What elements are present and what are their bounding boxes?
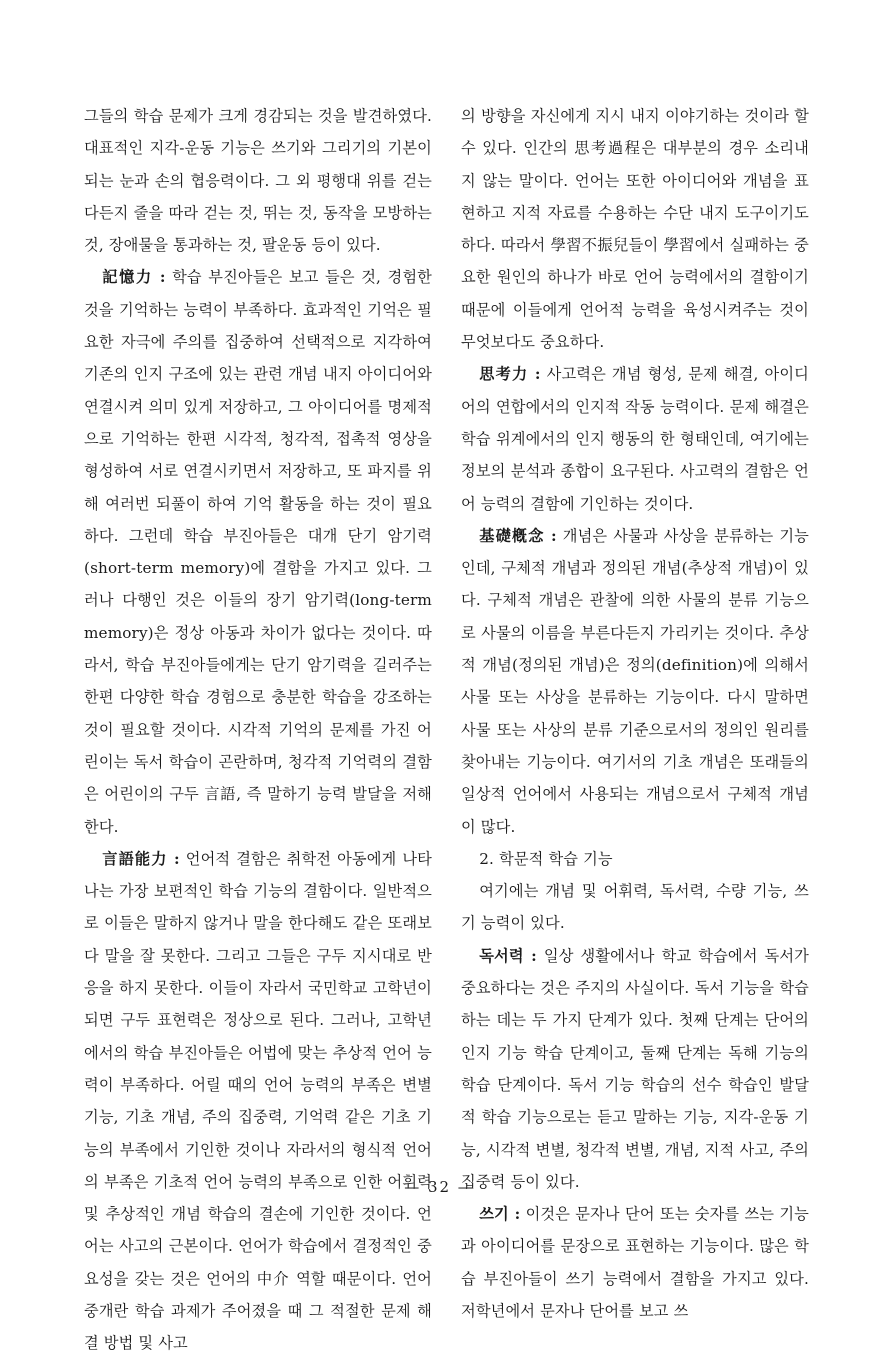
thinking-text: 사고력은 개념 형성, 문제 해결, 아이디어의 연합에서의 인지적 작동 능력이다. 문제 해결은 학습 위계에서의 인지 행동의 한 형태인데, 여기에는 정보의 분석과 종합이 요구된다. 사고력의 결함은 언어 능력의 결함에 기인하는 것이다. <box>461 365 809 513</box>
right-paragraph-intro: 여기에는 개념 및 어휘력, 독서력, 수량 기능, 쓰기 능력이 있다. <box>461 882 809 933</box>
term-memory: 記憶力 : <box>102 268 166 287</box>
memory-text: 학습 부진아들은 보고 들은 것, 경험한 것을 기억하는 능력이 부족하다. 효과적인 기억은 필요한 자극에 주의를 집중하여 선택적으로 지각하여 기존의 인지 구조에 있는 관련 개념 내지 아이디어와 연결시켜 의미 있게 저장하고, 그 아이디어를 명제적으로 기억하는 한편 시각적, 청각적, 접촉적 영상을 형성하여 서로 연결시키면서 저장하고, 또 파지를 위해 여러번 되풀이 하여 기억 활동을 하는 것이 필요하다. 그런데 학습 부진아들은 대개 단기 암기력(short-term memory)에 결함을 가지고 있다. 그러나 다행인 것은 이들의 장기 암기력(long-term memory)은 정상 아동과 차이가 없다는 것이다. 따라서, 학습 부진아들에게는 단기 암기력을 길러주는 한편 다양한 학습 경험으로 충분한 학습을 강조하는 것이 필요할 것이다. 시각적 기억의 문제를 가진 어린이는 독서 학습이 곤란하며, 청각적 기억력의 결함은 어린이의 구두 言語, 즉 말하기 능력 발달을 저해한다. <box>84 268 432 836</box>
left-paragraph-1: 그들의 학습 문제가 크게 경감되는 것을 발견하였다. 대표적인 지각-운동 기능은 쓰기와 그리기의 기본이 되는 눈과 손의 협응력이다. 그 외 평행대 위를 걷는다든지 줄을 따라 걷는 것, 뛰는 것, 동작을 모방하는 것, 장애물을 통과하는 것, 팔운동 등이 있다. <box>84 107 432 255</box>
right-paragraph-writing <box>461 1198 809 1327</box>
left-column <box>84 100 432 1360</box>
concept-text: 개념은 사물과 사상을 분류하는 기능인데, 구체적 개념과 정의된 개념(추상적 개념)이 있다. 구체적 개념은 관찰에 의한 사물의 분류 기능으로 사물의 이름을 부른다든지 가리키는 것이다. 추상적 개념(정의된 개념)은 정의(definition)에 의해서 사물 또는 사상을 분류하는 기능이다. 다시 말하면 사물 또는 사상의 분류 기준으로서의 정의인 원리를 찾아내는 기능이다. 여기서의 기초 개념은 또래들의 일상적 언어에서 사용되는 개념으로서 구체적 개념이 많다. <box>461 526 809 836</box>
section-heading: 2. 학문적 학습 기능 <box>479 849 613 868</box>
reading-text: 일상 생활에서나 학교 학습에서 독서가 중요하다는 것은 주지의 사실이다. 독서 기능을 학습하는 데는 두 가지 단계가 있다. 첫째 단계는 단어의 인지 기능 학습 단계이고, 둘째 단계는 독해 기능의 학습 단계이다. 독서 기능 학습의 선수 학습인 발달적 학습 기능으로는 듣고 말하는 기능, 지각-운동 기능, 시각적 변별, 청각적 변별, 개념, 지적 사고, 주의 집중력 등이 있다. <box>461 946 809 1191</box>
right-paragraph-reading <box>461 940 809 1198</box>
term-writing: 쓰기 : <box>479 1205 521 1224</box>
right-paragraph-concept <box>461 520 809 843</box>
term-language: 言語能力 : <box>102 849 180 868</box>
right-column <box>461 100 809 1327</box>
left-paragraph-memory <box>84 261 432 842</box>
page-number: — 32 — <box>404 1178 475 1196</box>
left-paragraph-language <box>84 843 432 1360</box>
term-reading: 독서력 : <box>479 946 537 965</box>
writing-text: 이것은 문자나 단어 또는 숫자를 쓰는 기능과 아이디어를 문장으로 표현하는 기능이다. 많은 학습 부진아들이 쓰기 능력에서 결함을 가지고 있다. 저학년에서 문자나 단어를 보고 쓰 <box>461 1205 809 1320</box>
right-paragraph-thinking <box>461 358 809 519</box>
term-concept: 基礎槪念 : <box>479 526 557 545</box>
language-text: 언어적 결함은 취학전 아동에게 나타나는 가장 보편적인 학습 기능의 결함이다. 일반적으로 이들은 말하지 않거나 말을 한다해도 같은 또래보다 말을 잘 못한다. 그리고 그들은 구두 지시대로 반응을 하지 못한다. 이들이 자라서 국민학교 고학년이 되면 구두 표현력은 정상으로 된다. 그러나, 고학년에서의 학습 부진아들은 어법에 맞는 추상적 언어 능력이 부족하다. 어릴 때의 언어 능력의 부족은 변별 기능, 기초 개념, 주의 집중력, 기억력 같은 기초 기능의 부족에서 기인한 것이나 자라서의 형식적 언어의 부족은 기초적 언어 능력의 부족으로 인한 어휘력 및 추상적인 개념 학습의 결손에 기인한 것이다. 언어는 사고의 근본이다. 언어가 학습에서 결정적인 중요성을 갖는 것은 언어의 中介 역할 때문이다. 언어 중개란 학습 과제가 주어졌을 때 그 적절한 문제 해결 방법 및 사고 <box>84 849 432 1353</box>
right-paragraph-1: 의 방향을 자신에게 지시 내지 이야기하는 것이라 할 수 있다. 인간의 思考過程은 대부분의 경우 소리내지 않는 말이다. 언어는 또한 아이디어와 개념을 표현하고 지적 자료를 수용하는 수단 내지 도구이기도 하다. 따라서 學習不振兒들이 學習에서 실패하는 중요한 원인의 하나가 바로 언어 능력에서의 결함이기 때문에 이들에게 언어적 능력을 육성시켜주는 것이 무엇보다도 중요하다. <box>461 107 809 352</box>
term-thinking: 思考力 : <box>479 365 541 384</box>
